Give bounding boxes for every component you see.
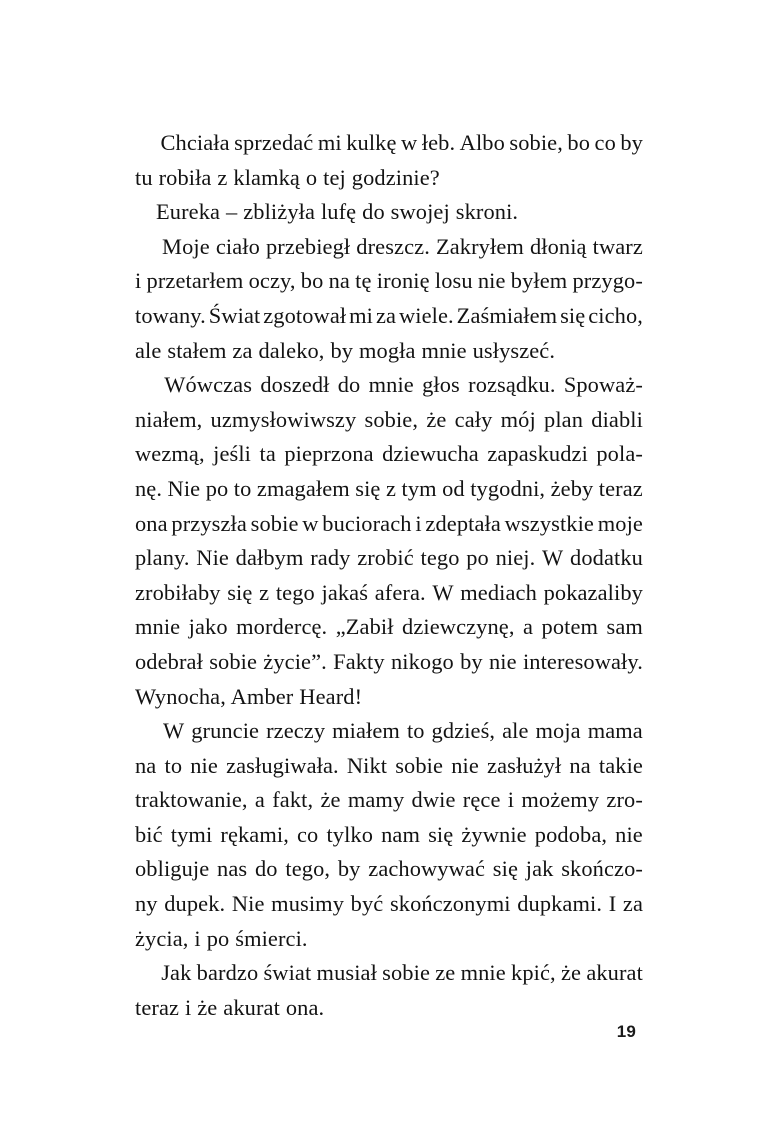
word: mordercę. [236, 614, 328, 640]
word: na [135, 752, 157, 778]
word: na [569, 752, 591, 778]
word: plan [544, 406, 584, 432]
text-line [135, 195, 643, 230]
word: ironię [376, 268, 430, 294]
word: dreszcz. [356, 233, 430, 259]
word: mój [500, 406, 536, 432]
line-text: Wynocha, Amber Heard! [135, 683, 363, 709]
word: do [337, 372, 361, 398]
word: tygodni, [470, 475, 546, 501]
word: to [164, 752, 183, 778]
word: Wówczas [164, 372, 253, 398]
word: co [594, 130, 616, 155]
word: nie [477, 268, 506, 294]
paragraph [135, 368, 643, 714]
word: takie [598, 752, 643, 778]
text-line [135, 230, 643, 265]
word: sobie, [364, 406, 419, 432]
line-text: ale stałem za daleko, by mogła mnie usłyszeć. [135, 337, 556, 363]
word: Nikt [346, 752, 388, 778]
line-text: teraz i że akurat ona. [135, 994, 325, 1020]
word: tylko [326, 821, 374, 847]
word: miałem [332, 718, 400, 744]
word: jeśli [213, 441, 252, 467]
word: do [255, 856, 278, 882]
word: obliguje [135, 856, 210, 882]
text-line [135, 956, 643, 991]
word: wiele. [398, 302, 454, 328]
word: I [608, 891, 617, 917]
word: jak [525, 856, 554, 882]
word: mi [349, 302, 374, 328]
word: mama [587, 718, 643, 744]
word: cały [454, 406, 493, 432]
word: rozsądku. [468, 372, 556, 398]
text-line [135, 264, 643, 299]
word: ale [502, 718, 529, 744]
word: musiał [316, 960, 377, 986]
word: co [297, 821, 319, 847]
word: i [415, 510, 422, 536]
word: i [507, 787, 515, 813]
word: Nie [167, 475, 201, 501]
word: buciorach [322, 510, 412, 536]
paragraph [135, 714, 643, 956]
word: rzeczy [266, 718, 326, 744]
word: sprzedać [234, 130, 314, 155]
word: się [428, 821, 454, 847]
word: twarz [592, 233, 643, 259]
word: mnie [135, 614, 181, 640]
word: potem [541, 614, 599, 640]
text-line [135, 507, 643, 542]
word: towany. [135, 302, 206, 328]
word: W [162, 718, 185, 744]
text-line [135, 783, 643, 818]
word: przyszła [171, 510, 247, 536]
word: się [227, 579, 253, 605]
word: możemy [521, 787, 600, 813]
word: nam [381, 821, 420, 847]
word: to [233, 475, 252, 501]
text-line [135, 437, 643, 472]
word: nie [615, 821, 643, 847]
word: przygo- [572, 268, 643, 294]
text-line [135, 818, 643, 853]
word: plany. [135, 545, 190, 571]
word: Zakryłem [435, 233, 524, 259]
word: zdeptała [425, 510, 501, 536]
text-line [135, 472, 643, 507]
text-line [135, 541, 643, 576]
word: w [302, 510, 319, 536]
word: tego, [285, 856, 331, 882]
word: a [254, 787, 265, 813]
line-text: życia, i po śmierci. [135, 925, 308, 951]
word: dałbym [235, 545, 304, 571]
word: ta [259, 441, 276, 467]
word: sobie [250, 510, 299, 536]
word: Świat [208, 302, 261, 328]
word: by [337, 856, 361, 882]
word: za [375, 302, 397, 328]
word: teraz [598, 475, 643, 501]
word: nikogo [390, 648, 454, 674]
word: z [385, 475, 397, 501]
word: przebiegł [265, 233, 351, 259]
word: kpić, [511, 960, 556, 986]
text-line [135, 610, 643, 645]
paragraph-indent [135, 714, 156, 749]
word: tymi [170, 821, 213, 847]
word: pokazaliby [543, 579, 643, 605]
line-text: tu robiła z klamką o tej godzinie? [135, 164, 440, 190]
word: z [259, 579, 270, 605]
word: wszystkie [504, 510, 594, 536]
word: odebrał [135, 648, 203, 674]
word: się [492, 856, 518, 882]
paragraph [135, 126, 643, 195]
word: a [523, 614, 534, 640]
word: jako [188, 614, 228, 640]
word: nas [217, 856, 248, 882]
word: ze [435, 960, 456, 986]
word: tę [355, 268, 372, 294]
word: że [426, 406, 447, 432]
word: zachowywać [368, 856, 486, 882]
text-line [135, 887, 643, 922]
word: Moje [162, 233, 210, 259]
word: skończo- [561, 856, 643, 882]
word: Zaśmiałem [456, 302, 558, 328]
word: skończonymi [389, 891, 511, 917]
word: sam [606, 614, 643, 640]
word: zgotował [263, 302, 347, 328]
word: nę. [135, 475, 163, 501]
word: Chciała [160, 130, 230, 155]
page-number: 19 [616, 1022, 636, 1041]
word: być [350, 891, 384, 917]
word: pieprzona [284, 441, 374, 467]
word: rady [310, 545, 351, 571]
text-line [135, 749, 643, 784]
word: bardzo [196, 960, 259, 986]
word: by [620, 130, 643, 155]
word: traktowanie, [135, 787, 248, 813]
word: tego [420, 545, 460, 571]
word: dwie [411, 787, 456, 813]
word: tym [401, 475, 437, 501]
word: uzmysłowiwszy [210, 406, 357, 432]
word: Nie [231, 891, 265, 917]
word: ny [135, 891, 158, 917]
word: mediach [460, 579, 537, 605]
word: diabli [591, 406, 643, 432]
word: zasługiwała. [226, 752, 339, 778]
paragraph-indent [135, 126, 156, 161]
word: świat [263, 960, 312, 986]
word: afera. [374, 579, 426, 605]
word: musimy [271, 891, 345, 917]
word: gdzieś, [431, 718, 496, 744]
word: ciało [215, 233, 260, 259]
word: rękami, [220, 821, 289, 847]
word: Jak [161, 960, 192, 986]
word: Nie [196, 545, 229, 571]
text-line [135, 680, 643, 715]
word: sobie [382, 960, 430, 986]
word: akurat [586, 960, 643, 986]
word: zasłużył [487, 752, 562, 778]
word: W [542, 545, 564, 571]
paragraph [135, 195, 643, 230]
word: życie”. [263, 648, 327, 674]
word: zrobić [357, 545, 414, 571]
word: jakaś [321, 579, 369, 605]
word: przetarłem [146, 268, 244, 294]
word: wezmą, [135, 441, 205, 467]
word: W [432, 579, 454, 605]
word: dziewczynę, [402, 614, 515, 640]
word: się [560, 302, 586, 328]
word: mi [317, 130, 342, 155]
paragraph [135, 230, 643, 368]
word: sobie, [509, 130, 563, 155]
text-line [135, 991, 643, 1026]
word: się [355, 475, 381, 501]
word: sobie [395, 752, 444, 778]
word: gruncie [191, 718, 260, 744]
word: bić [135, 821, 163, 847]
text-line [135, 645, 643, 680]
word: to [406, 718, 425, 744]
word: sobie [209, 648, 258, 674]
text-line [135, 852, 643, 887]
word: niej. [495, 545, 536, 571]
word: że [560, 960, 582, 986]
word: byłem [510, 268, 568, 294]
word: tego [275, 579, 315, 605]
word: mnie [460, 960, 506, 986]
text-line [135, 576, 643, 611]
text-line [135, 922, 643, 957]
word: za [622, 891, 643, 917]
word: dodatku [570, 545, 643, 571]
text-line [135, 403, 643, 438]
text-line [135, 126, 643, 161]
word: Albo [459, 130, 505, 155]
word: podoba, [534, 821, 608, 847]
word: żywnie [461, 821, 527, 847]
word: by [460, 648, 483, 674]
word: nie [451, 752, 479, 778]
word: głos [422, 372, 460, 398]
word: Spoważ- [563, 372, 643, 398]
word: moje [597, 510, 643, 536]
word: bo [300, 268, 324, 294]
text-line [135, 299, 643, 334]
word: niałem, [135, 406, 203, 432]
word: Fakty [333, 648, 385, 674]
word: łeb. [421, 130, 456, 155]
word: ręce [462, 787, 501, 813]
word: po [205, 475, 229, 501]
paragraph [135, 956, 643, 1025]
word: że [320, 787, 341, 813]
word: bo [567, 130, 591, 155]
word: od [442, 475, 465, 501]
word: zrobiłaby [135, 579, 221, 605]
word: losu [434, 268, 473, 294]
word: i [135, 268, 142, 294]
page-text-block [135, 126, 643, 1025]
word: moja [535, 718, 581, 744]
text-line [135, 334, 643, 369]
word: fakt, [272, 787, 314, 813]
word: nie [190, 752, 218, 778]
word: mamy [347, 787, 405, 813]
text-line [135, 161, 643, 196]
paragraph-indent [135, 230, 156, 265]
word: dupek. [164, 891, 226, 917]
text-line [135, 714, 643, 749]
word: zapaskudzi [487, 441, 588, 467]
word: po [466, 545, 489, 571]
word: nie [488, 648, 517, 674]
word: pola- [596, 441, 643, 467]
word: dziewucha [382, 441, 479, 467]
paragraph-indent [135, 368, 156, 403]
word: żeby [550, 475, 594, 501]
word: dupkami. [517, 891, 603, 917]
word: mnie [368, 372, 414, 398]
word: oczy, [248, 268, 296, 294]
word: kulkę [346, 130, 397, 155]
word: cicho, [588, 302, 643, 328]
word: „Zabił [335, 614, 394, 640]
word: doszedł [260, 372, 330, 398]
line-text: Eureka – zbliżyła lufę do swojej skroni. [156, 199, 519, 225]
word: na [328, 268, 350, 294]
word: ona [135, 510, 168, 536]
word: zro- [606, 787, 643, 813]
word: zmagałem [256, 475, 350, 501]
word: w [401, 130, 418, 155]
paragraph-indent [135, 956, 156, 991]
word: interesowały. [522, 648, 643, 674]
text-line [135, 368, 643, 403]
word: dłonią [529, 233, 587, 259]
